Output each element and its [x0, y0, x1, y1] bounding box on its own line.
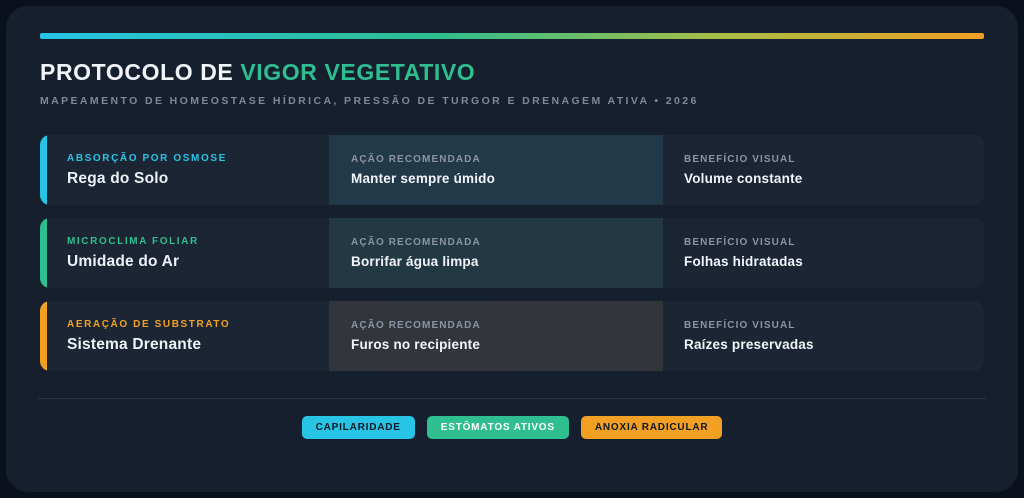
topic-cell: [40, 301, 329, 371]
category-label: MICROCLIMA FOLIAR: [67, 235, 199, 247]
benefit-cell: [663, 135, 984, 205]
action-value: Borrifar água limpa: [351, 254, 479, 269]
benefit-value: Raízes preservadas: [684, 337, 814, 352]
protocol-row-sistema-drenante: [40, 301, 984, 371]
category-label: ABSORÇÃO POR OSMOSE: [67, 152, 227, 164]
protocol-rows: [40, 135, 984, 371]
row-accent-bar: [40, 218, 47, 288]
topic-cell: [40, 218, 329, 288]
action-label: AÇÃO RECOMENDADA: [351, 320, 481, 331]
action-value: Furos no recipiente: [351, 337, 481, 352]
action-cell: [329, 218, 663, 288]
tag-badges: [6, 416, 1018, 439]
page-title-prefix: PROTOCOLO DE: [40, 59, 241, 85]
benefit-value: Volume constante: [684, 171, 803, 186]
footer-divider: [38, 398, 986, 399]
row-title: Umidade do Ar: [67, 252, 180, 270]
protocol-row-umidade-do-ar: [40, 218, 984, 288]
benefit-cell: [663, 301, 984, 371]
category-label: AERAÇÃO DE SUBSTRATO: [67, 318, 231, 330]
page-title: [40, 59, 984, 86]
row-accent-bar: [40, 301, 47, 371]
benefit-label: BENEFÍCIO VISUAL: [684, 237, 796, 248]
header: [6, 39, 1018, 107]
page-subtitle: MAPEAMENTO DE HOMEOSTASE HÍDRICA, PRESSÃO DE TURGOR E DRENAGEM ATIVA • 2026: [40, 95, 699, 107]
action-cell: [329, 301, 663, 371]
action-label: AÇÃO RECOMENDADA: [351, 237, 481, 248]
badge-anoxia-radicular[interactable]: ANOXIA RADICULAR: [581, 416, 723, 439]
benefit-label: BENEFÍCIO VISUAL: [684, 320, 796, 331]
row-title: Sistema Drenante: [67, 335, 202, 353]
badge-estomatos-ativos[interactable]: ESTÔMATOS ATIVOS: [427, 416, 569, 439]
protocol-row-rega-do-solo: [40, 135, 984, 205]
action-value: Manter sempre úmido: [351, 171, 496, 186]
action-label: AÇÃO RECOMENDADA: [351, 154, 481, 165]
page-title-accent: VIGOR VEGETATIVO: [240, 59, 476, 85]
topic-cell: [40, 135, 329, 205]
benefit-label: BENEFÍCIO VISUAL: [684, 154, 796, 165]
action-cell: [329, 135, 663, 205]
row-title: Rega do Solo: [67, 169, 169, 187]
protocol-card: [6, 6, 1018, 492]
benefit-cell: [663, 218, 984, 288]
benefit-value: Folhas hidratadas: [684, 254, 803, 269]
row-accent-bar: [40, 135, 47, 205]
badge-capilaridade[interactable]: CAPILARIDADE: [302, 416, 415, 439]
